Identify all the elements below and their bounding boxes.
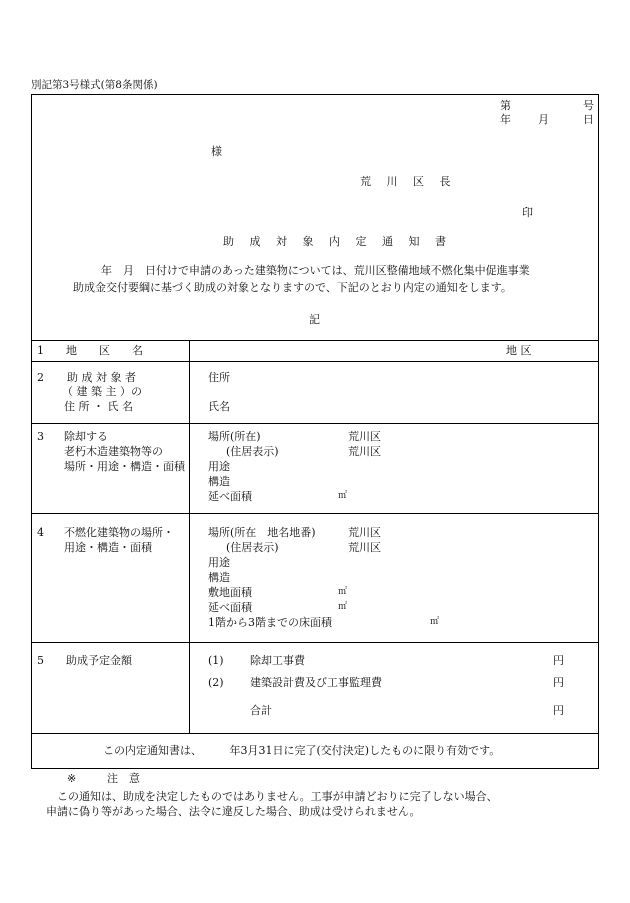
note-title: 注 意 (107, 772, 140, 785)
note-line-2: 申請に偽り等があった場合、法令に違反した場合、助成は受けられません。 (46, 805, 421, 818)
row3-use-label: 用途 (208, 460, 230, 473)
row1-district-suffix: 地 区 (506, 344, 532, 357)
row3-residence-value: 荒川区 (348, 445, 381, 458)
row3-residence-label: (住居表示) (226, 445, 279, 458)
row4-floors-sqm-unit: ㎡ (430, 617, 440, 627)
intro-line-1: 年 月 日付けで申請のあった建築物については、荒川区整備地域不燃化集中促進事業 (101, 264, 530, 277)
item1-label: 除却工事費 (250, 654, 305, 667)
row4-use-label: 用途 (208, 556, 230, 569)
number-suffix: 号 (583, 99, 594, 112)
row3-floor-area-label: 延べ面積 (208, 490, 252, 503)
note-line-1: この通知は、助成を決定したものではありません。工事が申請どおりに完了しない場合、 (57, 790, 498, 803)
row4-residence-label: (住居表示) (226, 541, 279, 554)
note-mark: ※ (67, 772, 77, 785)
row-divider (31, 642, 599, 643)
row-divider (31, 513, 599, 514)
row3-label-line2: 老朽木造建築物等の (64, 445, 163, 458)
intro-line-2: 助成金交付要綱に基づく助成の対象となりますので、下記のとおり内定の通知をします。 (73, 281, 512, 294)
row3-number: 3 (37, 430, 44, 443)
row-divider (31, 340, 599, 341)
form-label: 別記第3号様式(第8条関係) (31, 79, 158, 91)
row4-residence-value: 荒川区 (348, 541, 381, 554)
row3-label-line3: 場所・用途・構造・面積 (64, 460, 185, 473)
row4-site-area-label: 敷地面積 (208, 586, 252, 599)
date-day: 日 (583, 113, 594, 126)
issuer: 荒 川 区 長 (360, 175, 457, 188)
row2-label-line3: 住 所 ・ 氏 名 (64, 400, 133, 413)
validity-statement: この内定通知書は、 年3月31日に完了(交付決定)したものに限り有効です。 (103, 744, 501, 757)
row5-label: 助成予定金額 (66, 654, 132, 667)
item1-number: (1) (208, 654, 224, 667)
row1-number: 1 (37, 344, 44, 357)
row1-label: 地 区 名 (66, 344, 143, 357)
item2-yen: 円 (553, 676, 564, 689)
row3-structure-label: 構造 (208, 475, 230, 488)
row4-floor-sqm-unit: ㎡ (338, 602, 348, 612)
seal-mark: 印 (522, 206, 533, 219)
row4-number: 4 (37, 526, 44, 539)
name-field-label: 氏名 (208, 400, 230, 413)
row3-location-label: 場所(所在) (208, 430, 261, 443)
item1-yen: 円 (553, 654, 564, 667)
date-month: 月 (538, 113, 549, 126)
row-divider (31, 361, 599, 362)
row2-label-line2: （ 建 築 主 ）の (62, 385, 142, 398)
row2-label-line1: 助 成 対 象 者 (67, 371, 136, 384)
row4-site-sqm-unit: ㎡ (338, 587, 348, 597)
item2-number: (2) (208, 676, 224, 689)
total-label: 合計 (250, 704, 272, 717)
row-divider (31, 423, 599, 424)
row4-floor-area-label: 延べ面積 (208, 601, 252, 614)
row4-location-value: 荒川区 (348, 526, 381, 539)
ki-mark: 記 (309, 313, 320, 326)
document-title: 助 成 対 象 内 定 通 知 書 (223, 235, 452, 248)
total-yen: 円 (553, 704, 564, 717)
row3-location-value: 荒川区 (348, 430, 381, 443)
row-divider (31, 733, 599, 734)
row4-label-line2: 用途・構造・面積 (64, 541, 152, 554)
number-prefix: 第 (500, 99, 511, 112)
row3-label-line1: 除却する (64, 430, 108, 443)
column-divider (189, 340, 190, 733)
addressee-suffix: 様 (211, 145, 222, 158)
row4-floors-area-label: 1階から3階までの床面積 (208, 616, 332, 629)
row4-label-line1: 不燃化建築物の場所・ (64, 526, 174, 539)
row4-structure-label: 構造 (208, 571, 230, 584)
row4-location-label: 場所(所在 地名地番) (208, 526, 316, 539)
row5-number: 5 (37, 654, 44, 667)
row2-number: 2 (37, 371, 44, 384)
row3-sqm-unit: ㎡ (338, 491, 348, 501)
date-year: 年 (500, 113, 511, 126)
item2-label: 建築設計費及び工事監理費 (250, 676, 382, 689)
address-field-label: 住所 (208, 371, 230, 384)
